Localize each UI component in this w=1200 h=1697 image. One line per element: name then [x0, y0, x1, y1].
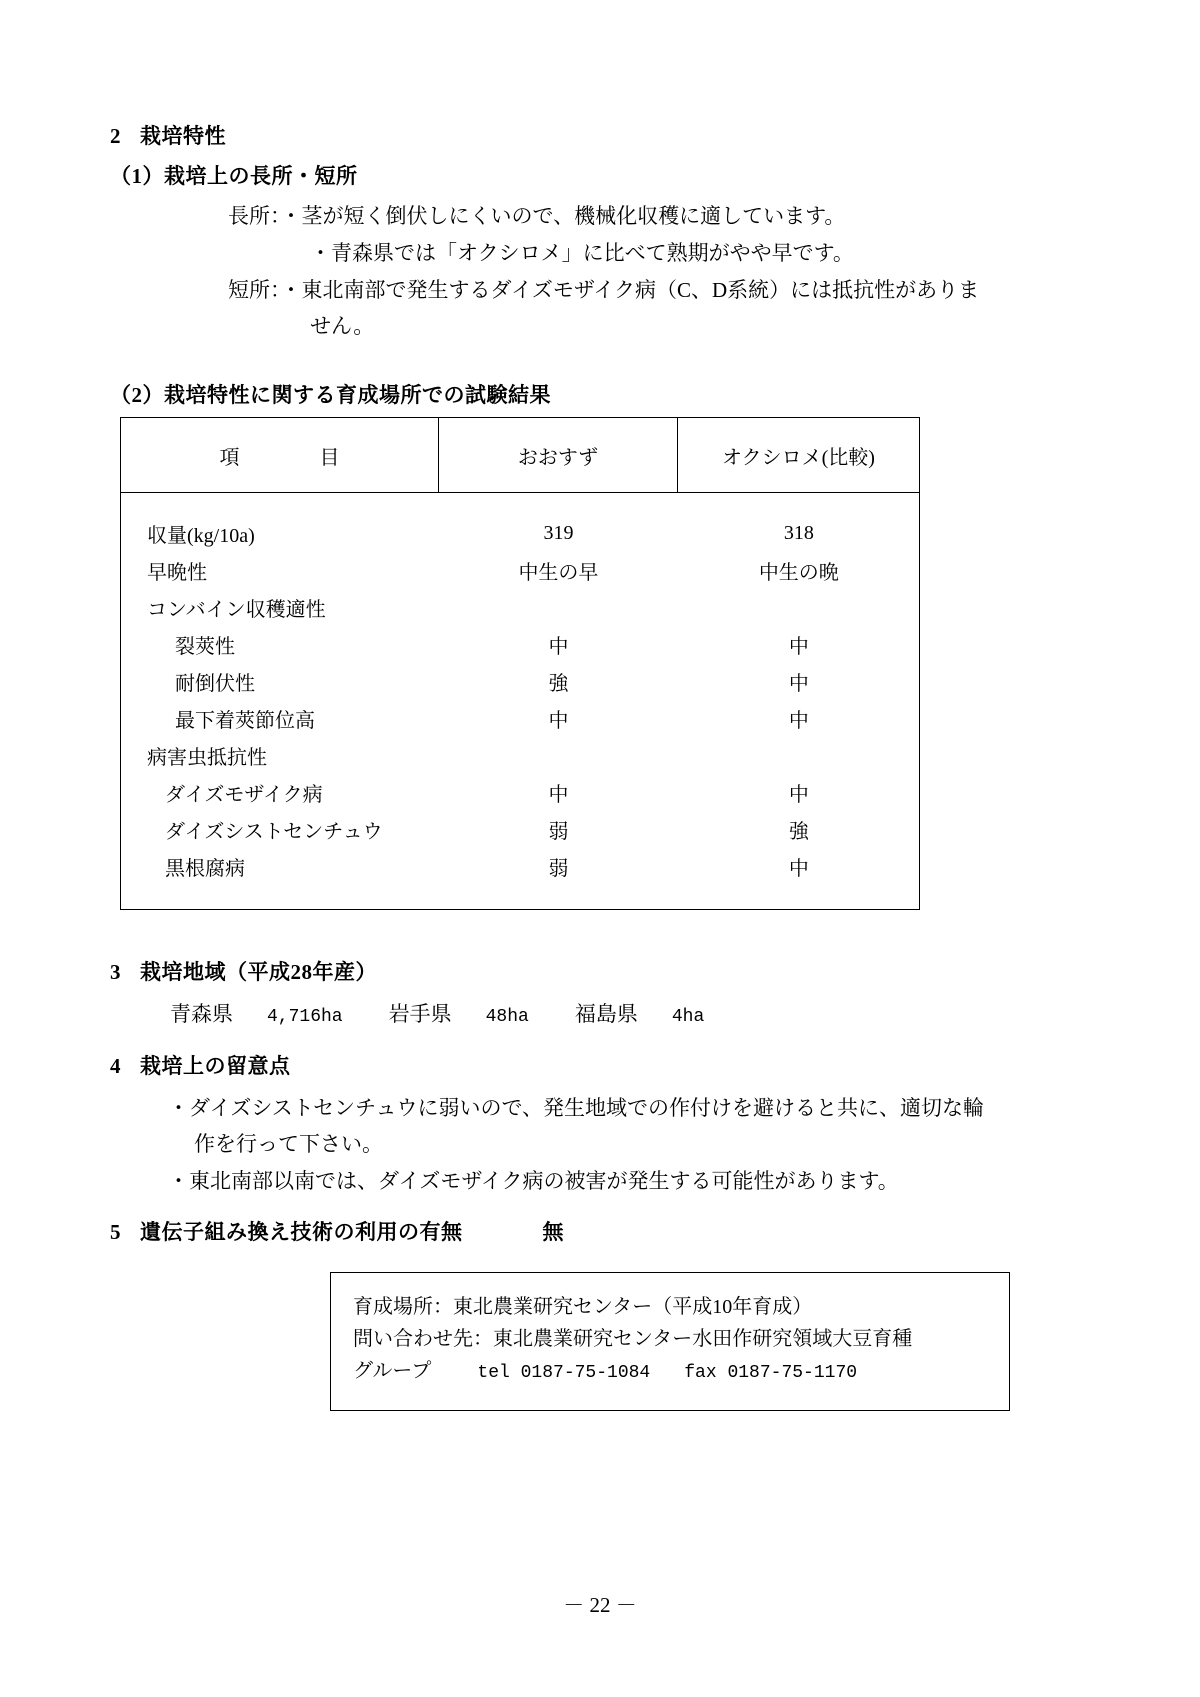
row-value-okushirome: 中	[788, 710, 809, 732]
table-header-okushirome: オクシロメ(比較)	[722, 446, 875, 469]
contact-fax: fax 0187-75-1170	[684, 1362, 858, 1383]
row-label: 収量(kg/10a)	[147, 525, 255, 547]
merit-row	[228, 198, 1090, 235]
breeding-info-box	[330, 1272, 1010, 1411]
subsection-heading-2: （2）栽培特性に関する育成場所での試験結果	[110, 383, 551, 407]
table-row	[121, 811, 919, 848]
merit-line-2-row	[310, 235, 1090, 272]
section-number-2: 2	[110, 124, 121, 148]
merit-label: 長所：	[228, 204, 281, 228]
note-line-2: 作を行って下さい。	[194, 1132, 383, 1157]
row-label: 裂莢性	[175, 636, 235, 658]
table-row	[121, 848, 919, 885]
row-value-ohsuzu: 中	[548, 710, 569, 732]
row-value-ohsuzu: 中生の早	[518, 562, 599, 584]
table-row	[121, 737, 919, 774]
row-value-ohsuzu: 弱	[548, 821, 569, 843]
region-area-iwate: 48ha	[485, 1007, 529, 1027]
row-label: 黒根腐病	[165, 858, 245, 880]
table-header-item: 項 目	[121, 418, 439, 492]
row-label: 耐倒伏性	[175, 673, 255, 695]
note-line-3: ・東北南部以南では、ダイズモザイク病の被害が発生する可能性があります。	[168, 1169, 899, 1193]
demerit-line-1: ・東北南部で発生するダイズモザイク病（C、D系統）には抵抗性がありま	[280, 277, 980, 302]
contact-line: 問い合わせ先：東北農業研究センター水田作研究領域大豆育種	[353, 1327, 913, 1350]
row-label: ダイズシストセンチュウ	[165, 821, 383, 843]
section-heading-2	[110, 120, 1090, 150]
row-value-ohsuzu: 中	[548, 784, 569, 806]
section-title-2: 栽培特性	[140, 124, 226, 148]
merit-line-1: ・茎が短く倒伏しにくいので、機械化収穫に適しています。	[280, 204, 846, 228]
section-heading-3	[110, 956, 1090, 986]
section-number-4: 4	[110, 1053, 121, 1078]
demerit-line-2-row	[310, 308, 1090, 345]
subsection-heading-1: （1）栽培上の長所・短所	[110, 164, 358, 188]
row-value-okushirome: 中生の晩	[758, 562, 839, 584]
row-value-okushirome: 中	[788, 636, 809, 658]
table-row	[121, 663, 919, 700]
row-value-ohsuzu: 中	[548, 636, 569, 658]
contact-group-label: グループ	[353, 1359, 432, 1382]
table-row	[121, 552, 919, 589]
section-title-5: 遺伝子組み換え技術の利用の有無	[140, 1219, 463, 1244]
region-name-aomori: 青森県	[170, 1002, 233, 1026]
gmo-value: 無	[542, 1219, 564, 1244]
row-value-okushirome: 中	[788, 673, 809, 695]
row-value-ohsuzu: 319	[543, 522, 574, 544]
demerit-label: 短所：	[228, 277, 281, 302]
table-row	[121, 515, 919, 552]
region-area-fukushima: 4ha	[671, 1007, 705, 1027]
row-value-okushirome: 中	[788, 784, 809, 806]
row-value-ohsuzu: 強	[548, 673, 569, 695]
page-number: － 22 －	[563, 1593, 637, 1617]
row-label: 病害虫抵抗性	[147, 747, 267, 769]
table-row	[121, 774, 919, 811]
section-title-4: 栽培上の留意点	[140, 1053, 291, 1078]
table-body	[121, 493, 919, 909]
merit-line-2: ・青森県では「オクシロメ」に比べて熟期がやや早です。	[310, 240, 854, 265]
section-title-3: 栽培地域（平成28年産）	[140, 960, 377, 984]
contact-tel: tel 0187-75-1084	[477, 1362, 651, 1383]
demerit-line-2: せん。	[310, 314, 375, 339]
row-value-okushirome: 中	[788, 858, 809, 880]
section-heading-5	[110, 1216, 1090, 1246]
contact-group-line	[353, 1355, 987, 1388]
demerit-row	[228, 272, 1090, 309]
table-row	[121, 700, 919, 737]
row-label: 最下着莢節位高	[175, 710, 315, 732]
note-line-1: ・ダイズシストセンチュウに弱いので、発生地域での作付けを避けると共に、適切な輪	[168, 1095, 985, 1120]
regions-row	[170, 996, 1090, 1034]
section-number-3: 3	[110, 960, 121, 984]
section-number-5: 5	[110, 1219, 121, 1244]
region-area-aomori: 4,716ha	[267, 1007, 343, 1027]
region-name-iwate: 岩手県	[388, 1002, 452, 1026]
region-name-fukushima: 福島県	[574, 1002, 638, 1026]
row-label: ダイズモザイク病	[165, 784, 323, 806]
row-label: コンバイン収穫適性	[147, 599, 326, 621]
table-header-row	[121, 418, 919, 493]
row-label: 早晩性	[147, 562, 207, 584]
section-heading-4	[110, 1050, 1090, 1080]
breeding-place: 育成場所：東北農業研究センター（平成10年育成）	[353, 1295, 813, 1318]
table-row	[121, 589, 919, 626]
row-value-ohsuzu: 弱	[548, 858, 569, 880]
row-value-okushirome: 318	[783, 522, 814, 544]
characteristics-table	[120, 417, 920, 910]
table-header-ohsuzu: おおすず	[439, 418, 678, 492]
row-value-okushirome: 強	[788, 821, 809, 843]
table-row	[121, 626, 919, 663]
